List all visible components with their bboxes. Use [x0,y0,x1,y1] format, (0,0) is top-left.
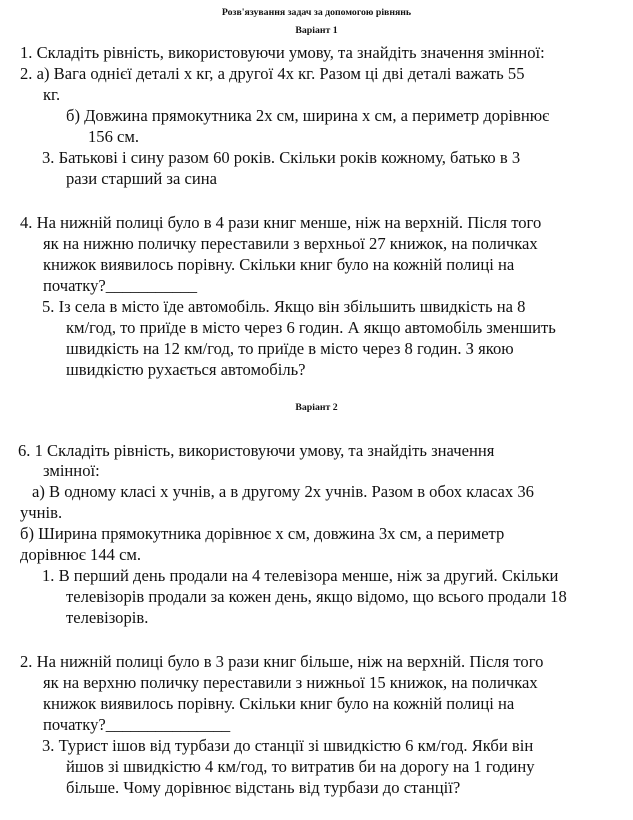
v2-task-1-l3: телевізорів. [66,608,149,627]
v2-task-2-l4: початку?_______________ [43,715,231,734]
v2-task-2: 2. На нижній полиці було в 3 рази книг більше, ніж на верхній. Після того [20,652,544,671]
v1-task-2a-cont: кг. [43,85,61,104]
v1-task-2b-cont: 156 см. [88,127,140,146]
v1-task-2a: 2. а) Вага однієї деталі х кг, а другої 4х кг. Разом ці дві деталі важать 55 [20,64,525,83]
variant-1-heading: Варіант 1 [295,25,338,36]
variant-2-heading: Варіант 2 [295,402,338,413]
v1-task-4: 4. На нижній полиці було в 4 рази книг менше, ніж на верхній. Після того [20,213,542,232]
v1-task-5: 5. Із села в місто їде автомобіль. Якщо він збільшить швидкість на 8 [42,297,526,316]
v2-task-1-l2: телевізорів продали за кожен день, якщо відомо, що всього продали 18 [66,587,567,606]
v2-task-6b-cont: дорівнює 144 см. [20,545,142,564]
v1-task-2b: б) Довжина прямокутника 2х см, ширина х см, а периметр дорівнює [66,106,550,125]
v1-task-3-cont: рази старший за сина [66,169,217,188]
v2-task-6-cont: змінної: [43,461,100,480]
v2-task-6b: б) Ширина прямокутника дорівнює х см, довжина 3х см, а периметр [20,524,505,543]
v1-task-4-l3: книжок виявилось порівну. Скільки книг було на кожній полиці на [43,255,515,274]
v2-task-1: 1. В перший день продали на 4 телевізора менше, ніж за другий. Скільки [42,566,559,585]
v1-task-4-l2: як на нижню поличку переставили з верхньої 27 книжок, на поличках [43,234,538,253]
v1-task-5-l2: км/год, то приїде в місто через 6 годин. А якщо автомобіль зменшить [66,318,556,337]
v2-task-2-l3: книжок виявилось порівну. Скільки книг було на кожній полиці на [43,694,515,713]
v1-task-4-l4: початку?___________ [43,276,198,295]
page-title: Розв'язування задач за допомогою рівнянь [221,7,412,18]
v2-task-3: 3. Турист ішов від турбази до станції зі швидкістю 6 км/год. Якби він [42,736,534,755]
v1-task-5-l4: швидкістю рухається автомобіль? [66,360,306,379]
v2-task-6a: а) В одному класі х учнів, а в другому 2х учнів. Разом в обох класах 36 [32,482,534,501]
v2-task-6a-cont: учнів. [20,503,63,522]
v2-task-3-l3: більше. Чому дорівнює відстань від турбази до станції? [66,778,461,797]
v2-task-3-l2: йшов зі швидкістю 4 км/год, то витратив би на дорогу на 1 годину [66,757,535,776]
v2-task-6: 6. 1 Складіть рівність, використовуючи умову, та знайдіть значення [18,441,495,460]
v1-task-5-l3: швидкість на 12 км/год, то приїде в місто через 8 годин. З якою [66,339,514,358]
v1-task-3: 3. Батькові і сину разом 60 років. Скільки років кожному, батько в 3 [42,148,521,167]
v2-task-2-l2: як на верхню поличку переставили з нижньої 15 книжок, на поличках [43,673,538,692]
v1-task-1: 1. Складіть рівність, використовуючи умову, та знайдіть значення змінної: [20,43,545,62]
